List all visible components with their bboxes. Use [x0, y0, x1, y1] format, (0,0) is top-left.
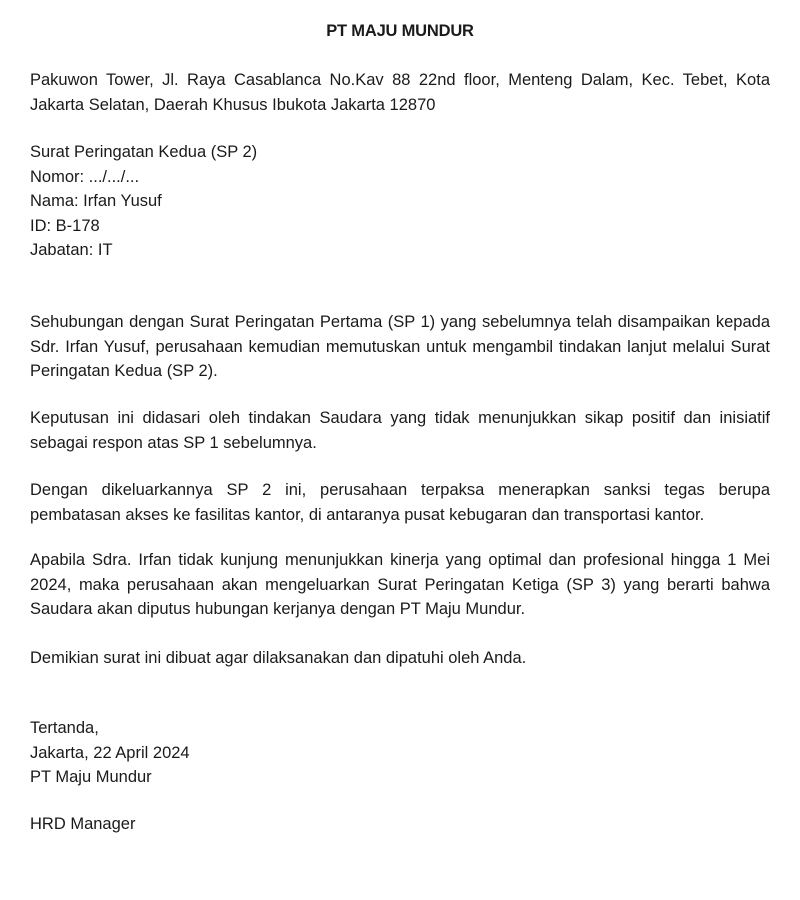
letter-header-info [30, 140, 770, 263]
employee-position: Jabatan: IT [30, 241, 113, 259]
employee-id: ID: B-178 [30, 216, 100, 235]
closing-place-date: Jakarta, 22 April 2024 [30, 743, 190, 762]
body-paragraph: Keputusan ini didasari oleh tindakan Saudara yang tidak menunjukkan sikap positif dan inisiatif sebagai respon atas SP 1 sebelumnya. [30, 409, 770, 452]
closing-company: PT Maju Mundur [30, 768, 152, 786]
closing-salutation: Tertanda, [30, 719, 99, 737]
body-paragraph: Sehubungan dengan Surat Peringatan Pertama (SP 1) yang sebelumnya telah disampaikan kepada Sdr. Irfan Yusuf, perusahaan kemudian memutuskan untuk mengambil tindakan lanjut melalui Surat Peringatan Kedua (SP 2). [30, 313, 770, 380]
signer-title: HRD Manager [30, 815, 136, 833]
body-paragraph: Demikian surat ini dibuat agar dilaksanakan dan dipatuhi oleh Anda. [30, 649, 527, 667]
letter-subject: Surat Peringatan Kedua (SP 2) [30, 143, 258, 161]
body-paragraph: Apabila Sdra. Irfan tidak kunjung menunjukkan kinerja yang optimal dan profesional hingga 1 Mei 2024, maka perusahaan akan mengeluarkan Surat Peringatan Ketiga (SP 3) yang berarti bahwa Saudara akan diputus hubungan kerjanya dengan PT Maju Mundur. [30, 551, 770, 618]
company-title: PT MAJU MUNDUR [326, 22, 474, 40]
letter-number: Nomor: .../.../... [30, 167, 140, 186]
employee-name: Nama: Irfan Yusuf [30, 192, 162, 210]
body-paragraph: Dengan dikeluarkannya SP 2 ini, perusahaan terpaksa menerapkan sanksi tegas berupa pembatasan akses ke fasilitas kantor, di antaranya pusat kebugaran dan transportasi kantor. [30, 481, 770, 524]
company-address: Pakuwon Tower, Jl. Raya Casablanca No.Kav 88 22nd floor, Menteng Dalam, Kec. Tebet, Kota Jakarta Selatan, Daerah Khusus Ibukota Jakarta 12870 [30, 71, 770, 114]
closing-block [30, 716, 770, 790]
